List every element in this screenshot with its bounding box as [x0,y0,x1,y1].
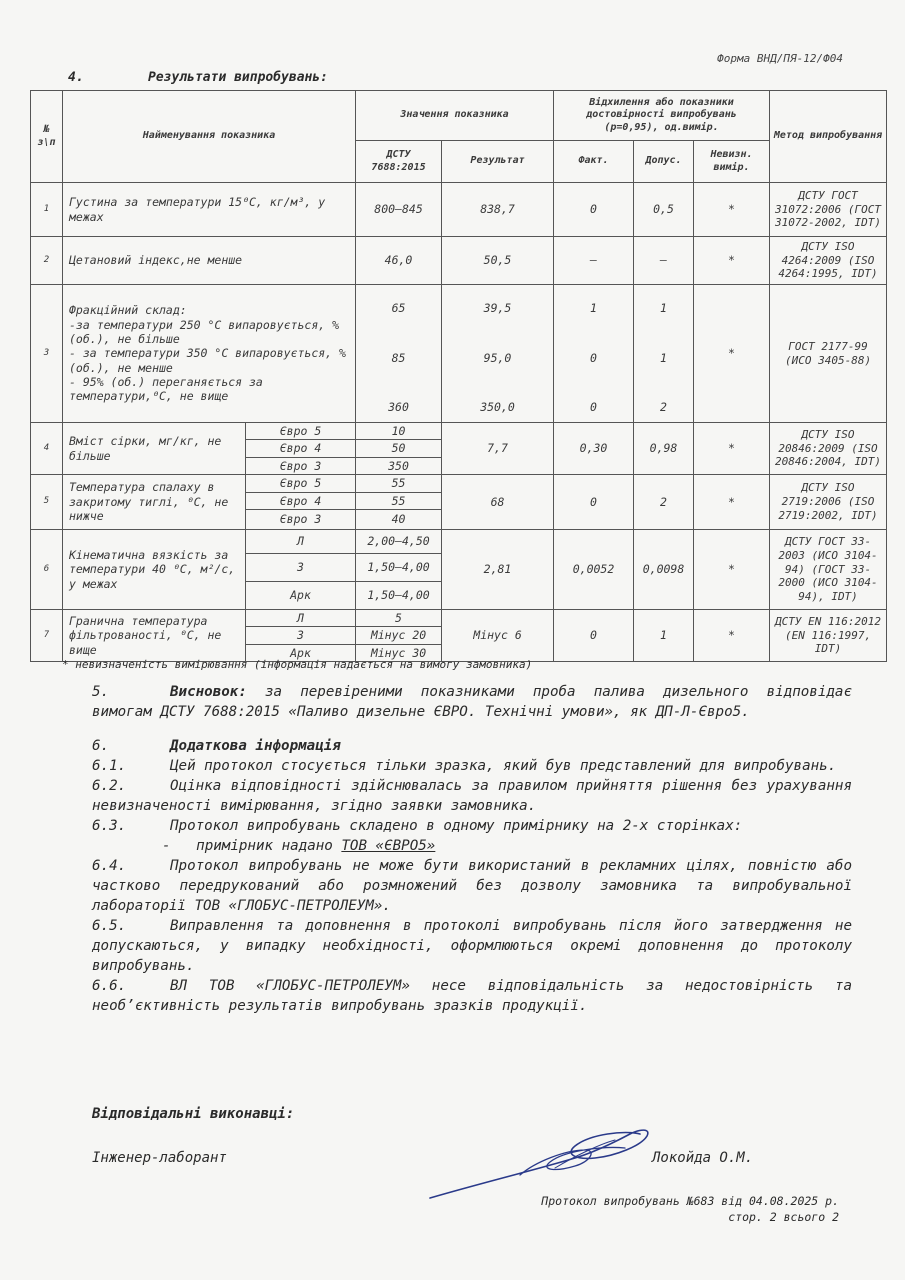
row-uncert: * [694,183,770,237]
table-row [31,237,887,285]
row-name: Густина за температури 15⁰С, кг/м³, у межах [63,183,356,237]
info-item [92,816,852,836]
row-result: 68 [442,475,554,530]
section-5 [92,682,852,722]
sub-dstu: 65 [391,300,406,315]
copy-line-prefix: - примірник надано [162,838,342,854]
header-deviation: Відхилення або показники достовірності випробувань (р=0,95), од.вимір. [554,91,770,141]
row-result: 50,5 [442,237,554,285]
row-uncert: * [694,529,770,609]
table-row [31,609,887,626]
sub-dstu: 50 [356,440,442,457]
copy-recipient-line [92,836,852,856]
conclusion-and-info [92,682,852,1016]
sub-fact: 0 [590,351,597,366]
row-uncert: * [694,609,770,661]
row-uncert: * [694,423,770,475]
sub-class: Л [246,609,356,626]
row-allowed: 0,0098 [634,529,694,609]
sub-dstu: 40 [356,509,442,529]
row-uncert: * [694,285,770,423]
row-name: Гранична температура фільтрованості, ⁰С, не вище [63,609,246,661]
sub-class: Євро 3 [246,509,356,529]
section-6-number: 6. [92,738,110,754]
section-6-heading [92,736,852,756]
row-name-line: - за температури 350 °С випаровується, % (об.), не менше [69,346,346,375]
row-uncert: * [694,237,770,285]
info-item [92,756,852,776]
header-values: Значення показника [356,91,554,141]
row-dstu: 46,0 [356,237,442,285]
row-method: ДСТУ ISO 4264:2009 (ISO 4264:1995, IDT) [770,237,887,285]
sub-dstu: 1,50–4,00 [356,553,442,581]
engineer-name: Локойда О.М. [652,1150,754,1166]
sub-dstu: 350 [356,457,442,474]
sub-dstu: 85 [391,351,406,366]
info-item-text: ВЛ ТОВ «ГЛОБУС-ПЕТРОЛЕУМ» несе відповідальність за недостовірність та необ’єктивність результатів випробувань зразків продукції. [92,978,852,1014]
row-allowed: 0,98 [634,423,694,475]
row-uncert: * [694,475,770,530]
info-item [92,776,852,816]
header-result: Результат [442,141,554,183]
row-fact: 0 [554,475,634,530]
sub-dstu: 55 [356,492,442,509]
section-4-heading [68,70,328,85]
header-uncert: Невизн. вимір. [694,141,770,183]
info-item-number: 6.2. [92,778,127,794]
row-name: Кінематична вязкість за температури 40 ⁰С, м²/с, у межах [63,529,246,609]
row-result: 2,81 [442,529,554,609]
info-item-number: 6.5. [92,918,127,934]
section-4-number: 4. [68,70,84,85]
row-result: 7,7 [442,423,554,475]
row-num: 4 [31,423,63,475]
row-fact [554,285,634,423]
form-code: Форма ВНД/ПЯ-12/Ф04 [717,52,843,65]
sub-dstu: Мінус 30 [356,644,442,661]
row-name-line: Фракційний склад: [69,303,187,318]
row-num: 3 [31,285,63,423]
row-allowed: 0,5 [634,183,694,237]
row-dstu [356,285,442,423]
row-num: 5 [31,475,63,530]
sub-class: З [246,627,356,644]
sub-result: 39,5 [483,300,512,315]
row-num: 2 [31,237,63,285]
header-allowed: Допус. [634,141,694,183]
row-method: ДСТУ ГОСТ 31072:2006 (ГОСТ 31072-2002, IDT) [770,183,887,237]
engineer-position: Інженер-лаборант [92,1150,227,1166]
row-name: Температура спалаху в закритому тиглі, ⁰С, не нижче [63,475,246,530]
sub-allowed: 2 [660,399,667,414]
signature-icon [425,1120,660,1205]
sub-fact: 1 [590,300,597,315]
sub-fact: 0 [590,399,597,414]
header-fact: Факт. [554,141,634,183]
section-5-number: 5. [92,684,110,700]
info-item [92,976,852,1016]
row-allowed [634,285,694,423]
header-num: № з\п [31,91,63,183]
row-dstu: 800–845 [356,183,442,237]
row-num: 7 [31,609,63,661]
info-item-text: Протокол випробувань не може бути використаний в рекламних цілях, повністю або частково передрукований або розмножений без дозволу замовника та випробувальної лабораторії ТОВ «ГЛОБУС-ПЕТРОЛЕУМ». [92,858,852,914]
table-row [31,285,887,423]
sub-allowed: 1 [660,300,667,315]
sub-class: Євро 5 [246,423,356,440]
sub-allowed: 1 [660,351,667,366]
table-row [31,183,887,237]
row-allowed: – [634,237,694,285]
row-method: ДСТУ ГОСТ 33-2003 (ИСО 3104-94) (ГОСТ 33-2000 (ИСО 3104-94), IDT) [770,529,887,609]
row-fact: 0,30 [554,423,634,475]
info-item-number: 6.1. [92,758,127,774]
sub-dstu: 5 [356,609,442,626]
sub-class: Арк [246,581,356,609]
row-result: Мінус 6 [442,609,554,661]
sub-class: Євро 3 [246,457,356,474]
info-item [92,856,852,916]
section-5-title: Висновок: [170,684,247,700]
copy-line-recipient: ТОВ «ЄВРО5» [341,838,436,854]
sub-class: Євро 4 [246,440,356,457]
section-4-title: Результати випробувань: [148,70,329,85]
sub-class: Євро 4 [246,492,356,509]
row-num: 1 [31,183,63,237]
footer-protocol: Протокол випробувань №683 від 04.08.2025 р. [541,1194,839,1208]
row-method: ДСТУ ISO 2719:2006 (ISO 2719:2002, IDT) [770,475,887,530]
table-row [31,423,887,440]
info-item-number: 6.6. [92,978,127,994]
row-method: ДСТУ EN 116:2012 (EN 116:1997, IDT) [770,609,887,661]
table-row [31,529,887,553]
sub-class: Арк [246,644,356,661]
sub-dstu: 2,00–4,50 [356,529,442,553]
results-table [30,90,887,662]
section-6-title: Додаткова інформація [170,738,341,754]
row-result: 838,7 [442,183,554,237]
info-item-text: Протокол випробувань складено в одному примірнику на 2-х сторінках: [170,818,743,834]
sub-dstu: 360 [388,399,409,414]
sub-result: 350,0 [480,399,515,414]
sub-class: Л [246,529,356,553]
row-name-line: - 95% (об.) переганяється за температури,⁰С, не вище [69,375,263,404]
header-method: Метод випробування [770,91,887,183]
row-name [63,285,356,423]
row-allowed: 1 [634,609,694,661]
row-method: ДСТУ ISO 20846:2009 (ISO 20846:2004, IDT) [770,423,887,475]
row-name: Вміст сірки, мг/кг, не більше [63,423,246,475]
sub-class: З [246,553,356,581]
row-fact: 0,0052 [554,529,634,609]
sub-dstu: 55 [356,475,442,492]
sub-dstu: Мінус 20 [356,627,442,644]
row-name-line: -за температури 250 °С випаровується, % (об.), не більше [69,317,340,346]
info-item-text: Оцінка відповідності здійснювалась за правилом прийняття рішення без урахування невизначеності вимірювання, згідно заявки замовника. [92,778,852,814]
info-item-number: 6.4. [92,858,127,874]
row-num: 6 [31,529,63,609]
sub-class: Євро 5 [246,475,356,492]
responsible-title: Відповідальні виконавці: [92,1106,295,1122]
row-fact: – [554,237,634,285]
info-item-text: Цей протокол стосується тільки зразка, який був представлений для випробувань. [170,758,837,774]
row-method: ГОСТ 2177-99 (ИСО 3405-88) [770,285,887,423]
sub-dstu: 1,50–4,00 [356,581,442,609]
row-result [442,285,554,423]
header-dstu: ДСТУ 7688:2015 [356,141,442,183]
row-name: Цетановий індекс,не менше [63,237,356,285]
info-item-text: Виправлення та доповнення в протоколі випробувань після його затвердження не допускаються, у випадку необхідності, оформлюються окремі доповнення до протоколу випробувань. [92,918,852,974]
info-item-number: 6.3. [92,818,127,834]
uncertainty-footnote: * невизначеність вимірювання (інформація надається на вимогу замовника) [62,658,533,671]
row-fact: 0 [554,609,634,661]
footer-page: стор. 2 всього 2 [728,1210,839,1224]
sub-dstu: 10 [356,423,442,440]
section-5-text: за перевіреними показниками проба палива дизельного відповідає вимогам ДСТУ 7688:2015 «Паливо дизельне ЄВРО. Технічні умови», як ДП-Л-Євро5. [92,684,852,720]
row-allowed: 2 [634,475,694,530]
info-item [92,916,852,976]
sub-result: 95,0 [483,351,512,366]
row-fact: 0 [554,183,634,237]
table-row [31,475,887,492]
header-name: Найменування показника [63,91,356,183]
